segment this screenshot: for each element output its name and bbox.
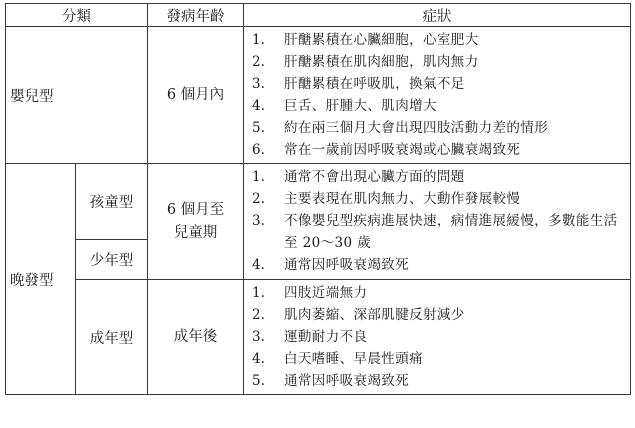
symptom-item	[244, 304, 624, 326]
symptom-text: 白天嗜睡、早晨性頭痛	[284, 351, 423, 367]
adult-onset-cell: 成年後	[148, 280, 244, 395]
symptom-item	[244, 95, 624, 117]
symptom-number: 6.	[252, 142, 265, 158]
late-onset-type-cell: 晚發型	[6, 164, 76, 395]
symptom-item	[244, 210, 624, 254]
symptom-text: 不像嬰兒型疾病進展快速，病情進展緩慢，多數能生活至 20～30 歲	[284, 213, 618, 251]
symptom-item	[244, 29, 624, 51]
symptom-text: 約在兩三個月大會出現四肢活動力差的情形	[284, 120, 549, 136]
symptom-text: 通常因呼吸衰竭致死	[284, 373, 410, 389]
infantile-symptoms-cell	[244, 27, 631, 164]
symptom-number: 1.	[252, 32, 265, 48]
adult-type-cell: 成年型	[76, 280, 148, 395]
symptom-text: 通常因呼吸衰竭致死	[284, 257, 410, 273]
symptom-item	[244, 117, 624, 139]
childhood-type-cell: 孩童型	[76, 164, 148, 240]
symptom-text: 運動耐力不良	[284, 329, 368, 345]
header-classification: 分類	[6, 4, 148, 27]
symptom-item	[244, 51, 624, 73]
header-row	[6, 4, 631, 27]
symptom-item	[244, 348, 624, 370]
pompe-types-table	[5, 3, 631, 395]
symptom-number: 3.	[252, 76, 265, 92]
infantile-type-cell: 嬰兒型	[6, 27, 148, 164]
adult-symptom-list	[244, 280, 630, 394]
symptom-item	[244, 188, 624, 210]
symptom-text: 肝醣累積在心臟細胞，心室肥大	[284, 32, 479, 48]
childhood-onset-cell	[148, 164, 244, 280]
symptom-number: 2.	[252, 191, 265, 207]
symptom-item	[244, 282, 624, 304]
child-juvenile-symptom-list	[244, 164, 630, 278]
symptom-number: 3.	[252, 329, 265, 345]
symptom-number: 3.	[252, 213, 265, 229]
infantile-onset-cell: 6 個月內	[148, 27, 244, 164]
symptom-text: 巨舌、肝腫大、肌肉增大	[284, 98, 437, 114]
adult-row	[6, 280, 631, 395]
infantile-symptom-list	[244, 27, 630, 163]
symptom-number: 4.	[252, 98, 265, 114]
header-onset-age: 發病年齡	[148, 4, 244, 27]
infantile-row	[6, 27, 631, 164]
symptom-text: 肝醣累積在呼吸肌，換氣不足	[284, 76, 465, 92]
symptom-number: 2.	[252, 54, 265, 70]
childhood-onset-line1: 6 個月至	[166, 201, 225, 218]
symptom-text: 四肢近端無力	[284, 285, 368, 301]
symptom-item	[244, 166, 624, 188]
childhood-onset-line2: 兒童期	[173, 224, 218, 241]
symptom-item	[244, 139, 624, 161]
header-symptoms: 症狀	[244, 4, 631, 27]
symptom-item	[244, 370, 624, 392]
symptom-number: 4.	[252, 351, 265, 367]
symptom-text: 肝醣累積在肌肉細胞，肌肉無力	[284, 54, 479, 70]
symptom-number: 5.	[252, 120, 265, 136]
symptom-item	[244, 254, 624, 276]
childhood-row	[6, 164, 631, 240]
juvenile-type-cell: 少年型	[76, 240, 148, 280]
symptom-text: 常在一歲前因呼吸衰竭或心臟衰竭致死	[284, 142, 521, 158]
symptom-number: 4.	[252, 257, 265, 273]
adult-symptoms-cell	[244, 280, 631, 395]
symptom-number: 2.	[252, 307, 265, 323]
symptom-item	[244, 73, 624, 95]
symptom-item	[244, 326, 624, 348]
symptom-text: 主要表現在肌肉無力、大動作發展較慢	[284, 191, 521, 207]
symptom-number: 1.	[252, 169, 265, 185]
symptom-text: 通常不會出現心臟方面的問題	[284, 169, 465, 185]
symptom-number: 5.	[252, 373, 265, 389]
symptom-text: 肌肉萎縮、深部肌腱反射減少	[284, 307, 465, 323]
symptom-number: 1.	[252, 285, 265, 301]
child-juvenile-symptoms-cell	[244, 164, 631, 280]
